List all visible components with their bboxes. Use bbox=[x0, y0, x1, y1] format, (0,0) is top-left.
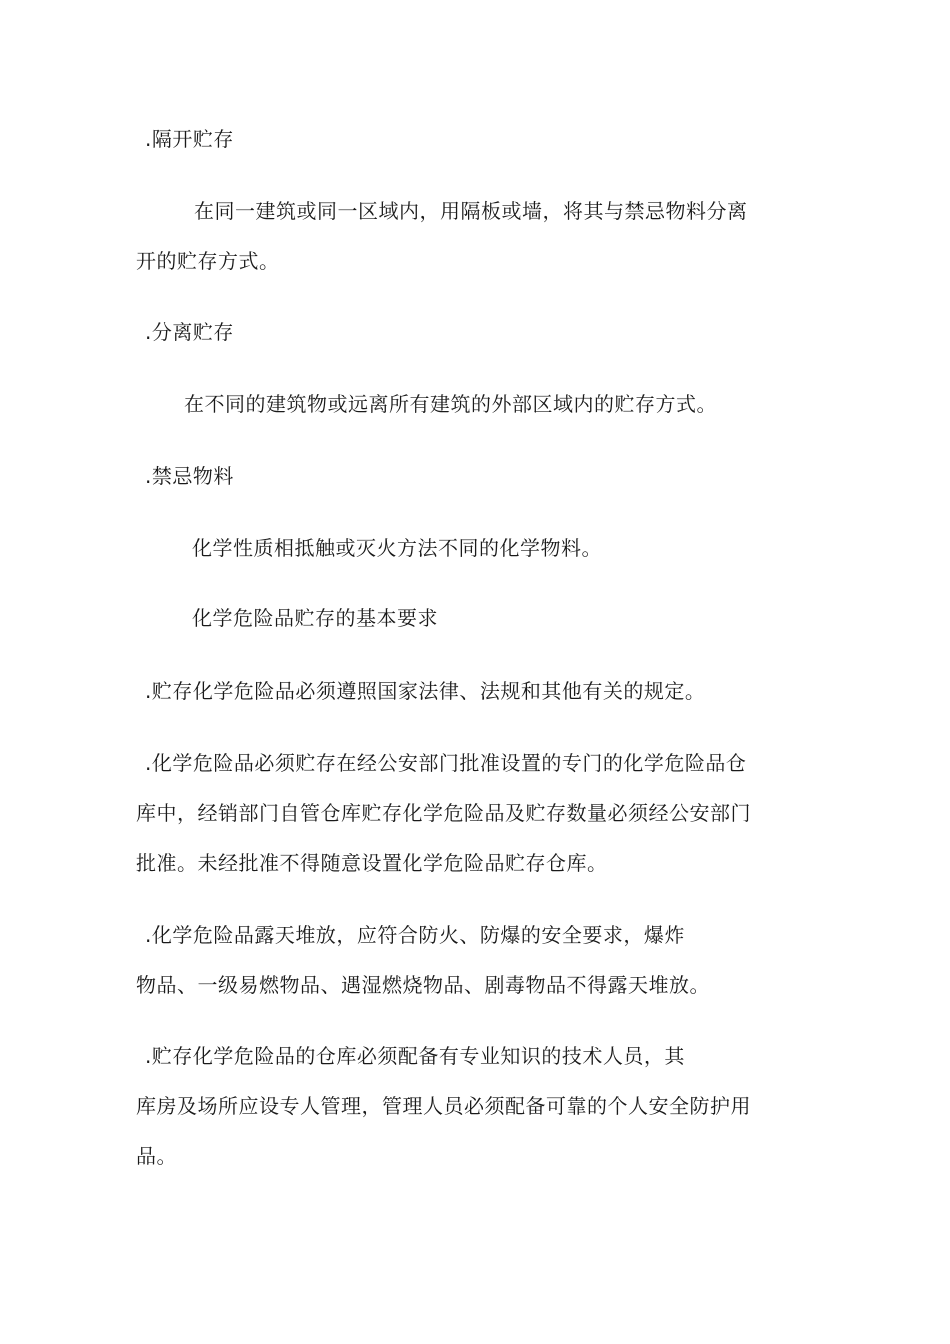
requirement-2-line-3: 批准。未经批准不得随意设置化学危险品贮存仓库。 bbox=[136, 851, 608, 875]
paragraph-isolated-line-2: 开的贮存方式。 bbox=[136, 249, 280, 273]
requirement-2-line-2: 库中，经销部门自管仓库贮存化学危险品及贮存数量必须经公安部门 bbox=[136, 801, 751, 825]
requirement-4-line-2: 库房及场所应设专人管理，管理人员必须配备可靠的个人安全防护用 bbox=[136, 1094, 751, 1118]
paragraph-incompatible: 化学性质相抵触或灭火方法不同的化学物料。 bbox=[192, 536, 602, 560]
paragraph-separated: 在不同的建筑物或远离所有建筑的外部区域内的贮存方式。 bbox=[184, 392, 717, 416]
requirement-3-line-1: .化学危险品露天堆放，应符合防火、防爆的安全要求，爆炸 bbox=[145, 923, 685, 947]
requirement-1-line-1: .贮存化学危险品必须遵照国家法律、法规和其他有关的规定。 bbox=[145, 679, 706, 703]
requirement-4-line-3: 品。 bbox=[136, 1144, 177, 1168]
heading-separated-storage: .分离贮存 bbox=[145, 320, 234, 344]
section-title-basic-requirements: 化学危险品贮存的基本要求 bbox=[192, 606, 438, 630]
heading-isolated-storage: .隔开贮存 bbox=[145, 127, 234, 151]
heading-incompatible-materials: .禁忌物料 bbox=[145, 464, 234, 488]
requirement-2-line-1: .化学危险品必须贮存在经公安部门批准设置的专门的化学危险品仓 bbox=[145, 751, 747, 775]
paragraph-isolated-line-1: 在同一建筑或同一区域内，用隔板或墙，将其与禁忌物料分离 bbox=[194, 199, 748, 223]
requirement-3-line-2: 物品、一级易燃物品、遇湿燃烧物品、剧毒物品不得露天堆放。 bbox=[136, 973, 710, 997]
requirement-4-line-1: .贮存化学危险品的仓库必须配备有专业知识的技术人员，其 bbox=[145, 1044, 685, 1068]
